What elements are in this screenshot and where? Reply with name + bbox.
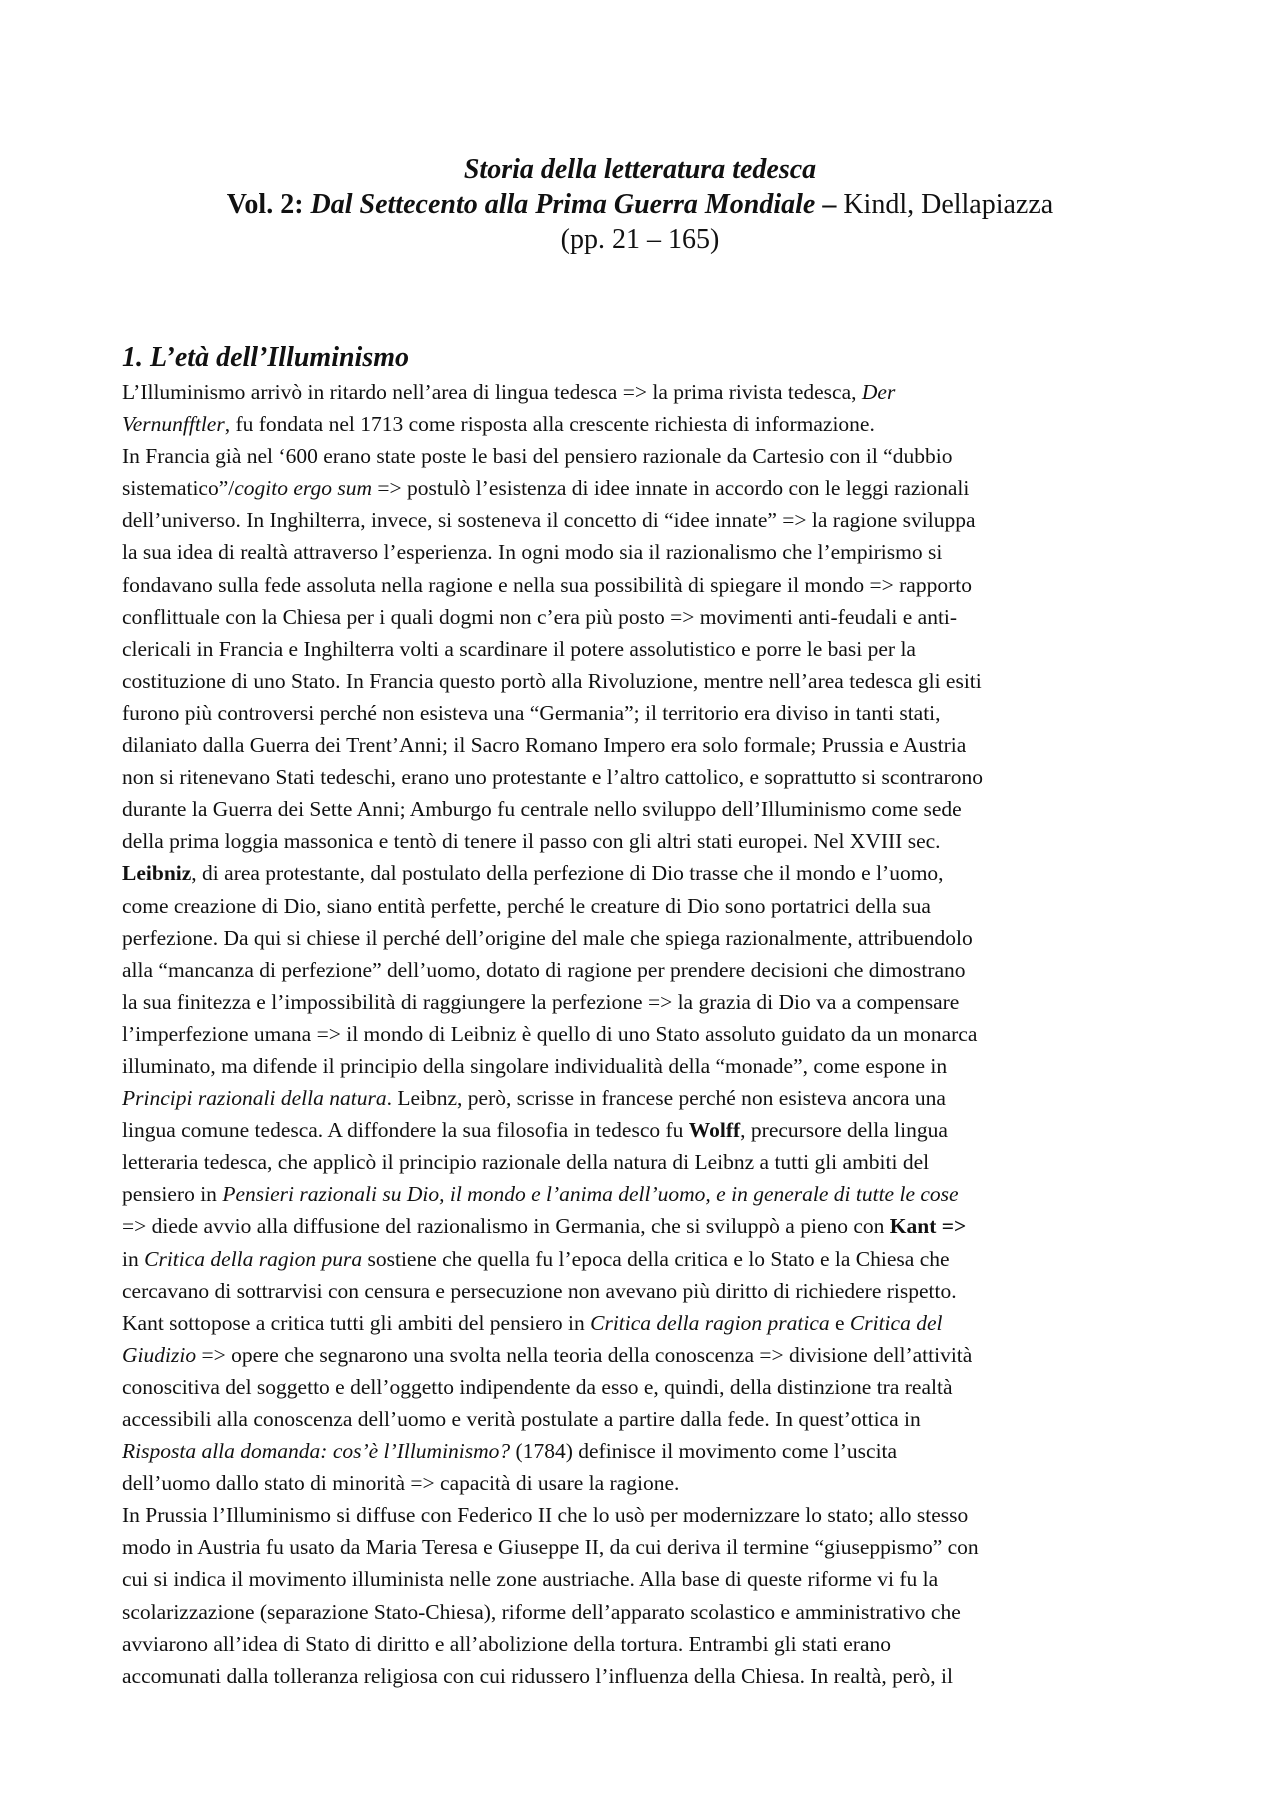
- text-line: costituzione di uno Stato. In Francia questo portò alla Rivoluzione, mentre nell’area tedesca gli esiti: [122, 668, 982, 693]
- section-heading: 1. L’età dell’Illuminismo: [122, 342, 410, 373]
- text-line: dell’universo. In Inghilterra, invece, si sosteneva il concetto di “idee innate” => la ragione sviluppa: [122, 508, 976, 533]
- text-line: scolarizzazione (separazione Stato-Chiesa), riforme dell’apparato scolastico e amministrativo che: [122, 1599, 961, 1624]
- text-line: pensiero in Pensieri razionali su Dio, il mondo e l’anima dell’uomo, e in generale di tutte le cose: [122, 1182, 959, 1207]
- volume-separator: –: [815, 189, 844, 220]
- text-line: Kant sottopose a critica tutti gli ambiti del pensiero in Critica della ragion pratica e Critica del: [122, 1310, 943, 1335]
- paragraph: [122, 440, 1162, 1499]
- text-line: sistematico”/cogito ergo sum => postulò l’esistenza di idee innate in accordo con le leggi razionali: [122, 476, 970, 501]
- paragraph: [122, 1499, 1162, 1692]
- text-line: => diede avvio alla diffusione del razionalismo in Germania, che si sviluppò a pieno con Kant =>: [122, 1214, 967, 1239]
- text-line: clericali in Francia e Inghilterra volti a scardinare il potere assolutistico e porre le basi per la: [122, 636, 916, 661]
- italic-text: Critica del: [849, 1310, 943, 1335]
- italic-text: cogito ergo sum: [234, 476, 372, 501]
- text-line: dilaniato dalla Guerra dei Trent’Anni; il Sacro Romano Impero era solo formale; Prussia e Austria: [122, 733, 967, 758]
- bold-text: Wolff: [688, 1118, 741, 1143]
- text-line: conoscitiva del soggetto e dell’oggetto indipendente da esso e, quindi, della distinzione tra realtà: [122, 1374, 953, 1399]
- text-line: la sua idea di realtà attraverso l’esperienza. In ogni modo sia il razionalismo che l’empirismo si: [122, 540, 943, 565]
- text-line: la sua finitezza e l’impossibilità di raggiungere la perfezione => la grazia di Dio va a compensare: [122, 989, 960, 1014]
- text-line: perfezione. Da qui si chiese il perché dell’origine del male che spiega razionalmente, attribuendolo: [122, 925, 973, 950]
- text-line: accessibili alla conoscenza dell’uomo e verità postulate a partire dalla fede. In quest’ottica in: [122, 1407, 921, 1431]
- document-header: [0, 152, 1280, 257]
- text-line: fondavano sulla fede assoluta nella ragione e nella sua possibilità di spiegare il mondo => rapporto: [122, 572, 972, 597]
- italic-text: Risposta alla domanda: cos’è l’Illuminismo?: [122, 1439, 511, 1464]
- authors: Kindl, Dellapiazza: [843, 189, 1054, 220]
- text-line: accomunati dalla tolleranza religiosa con cui ridussero l’influenza della Chiesa. In realtà, però, il: [122, 1663, 953, 1688]
- volume-line: [0, 187, 1280, 222]
- text-line: durante la Guerra dei Sette Anni; Amburgo fu centrale nello sviluppo dell’Illuminismo come sede: [122, 797, 962, 822]
- text-line: In Francia già nel ‘600 erano state poste le basi del pensiero razionale da Cartesio con il “dubbio: [122, 444, 953, 469]
- text-line: Giudizio => opere che segnarono una svolta nella teoria della conoscenza => divisione dell’attività: [122, 1342, 973, 1367]
- italic-text: Der: [861, 380, 896, 404]
- text-line: l’imperfezione umana => il mondo di Leibniz è quello di uno Stato assoluto guidato da un monarca: [122, 1021, 978, 1046]
- text-line: della prima loggia massonica e tentò di tenere il passo con gli altri stati europei. Nel XVIII sec.: [122, 829, 941, 854]
- page-range: (pp. 21 – 165): [560, 224, 720, 255]
- document-title: Storia della letteratura tedesca: [463, 154, 817, 185]
- text-line: dell’uomo dallo stato di minorità => capacità di usare la ragione.: [122, 1471, 680, 1496]
- italic-text: Critica della ragion pratica: [590, 1310, 830, 1335]
- text-line: Leibniz, di area protestante, dal postulato della perfezione di Dio trasse che il mondo e l’uomo,: [122, 861, 944, 886]
- text-line: non si ritenevano Stati tedeschi, erano uno protestante e l’altro cattolico, e soprattutto si scontrarono: [122, 765, 983, 790]
- bold-text: Leibniz: [122, 861, 192, 886]
- text-line: lingua comune tedesca. A diffondere la sua filosofia in tedesco fu Wolff, precursore della lingua: [122, 1118, 948, 1143]
- text-line: avviarono all’idea di Stato di diritto e all’abolizione della tortura. Entrambi gli stati erano: [122, 1631, 891, 1656]
- text-line: alla “mancanza di perfezione” dell’uomo, dotato di ragione per prendere decisioni che dimostrano: [122, 957, 966, 982]
- volume-label: Vol. 2:: [226, 189, 304, 220]
- italic-text: Vernunfftler: [122, 412, 225, 437]
- text-line: cercavano di sottrarvisi con censura e persecuzione non avevano più diritto di richiedere rispetto.: [122, 1278, 957, 1303]
- text-line: In Prussia l’Illuminismo si diffuse con Federico II che lo usò per modernizzare lo stato; allo stesso: [122, 1503, 969, 1528]
- italic-text: Critica della ragion pura: [144, 1246, 363, 1271]
- body-text: [122, 340, 1162, 1692]
- italic-text: Giudizio: [122, 1342, 197, 1367]
- text-line: illuminato, ma difende il principio della singolare individualità della “monade”, come espone in: [122, 1053, 948, 1078]
- italic-text: Pensieri razionali su Dio, il mondo e l’anima dell’uomo, e in generale di tutte le cose: [222, 1182, 959, 1207]
- text-line: conflittuale con la Chiesa per i quali dogmi non c’era più posto => movimenti anti-feudali e anti-: [122, 604, 958, 629]
- italic-text: Principi razionali della natura: [122, 1086, 387, 1111]
- paragraph: [122, 376, 1162, 440]
- text-line: in Critica della ragion pura sostiene che quella fu l’epoca della critica e lo Stato e la Chiesa che: [122, 1246, 950, 1271]
- text-line: letteraria tedesca, che applicò il principio razionale della natura di Leibnz a tutti gli ambiti del: [122, 1150, 930, 1175]
- text-line: Principi razionali della natura. Leibnz, però, scrisse in francese perché non esisteva ancora una: [122, 1086, 946, 1111]
- text-line: cui si indica il movimento illuminista nelle zone austriache. Alla base di queste riforme vi fu la: [122, 1567, 939, 1592]
- volume-title: Dal Settecento alla Prima Guerra Mondiale: [310, 189, 816, 220]
- text-line: Risposta alla domanda: cos’è l’Illuminismo? (1784) definisce il movimento come l’uscita: [122, 1439, 898, 1464]
- text-line: Vernunfftler, fu fondata nel 1713 come risposta alla crescente richiesta di informazione.: [122, 412, 875, 437]
- text-line: L’Illuminismo arrivò in ritardo nell’area di lingua tedesca => la prima rivista tedesca, Der: [122, 380, 896, 404]
- text-line: modo in Austria fu usato da Maria Teresa e Giuseppe II, da cui deriva il termine “giuseppismo” con: [122, 1535, 979, 1560]
- text-line: furono più controversi perché non esisteva una “Germania”; il territorio era diviso in tanti stati,: [122, 700, 941, 725]
- bold-text: Kant =>: [889, 1214, 967, 1239]
- text-line: come creazione di Dio, siano entità perfette, perché le creature di Dio sono portatrici della sua: [122, 893, 931, 918]
